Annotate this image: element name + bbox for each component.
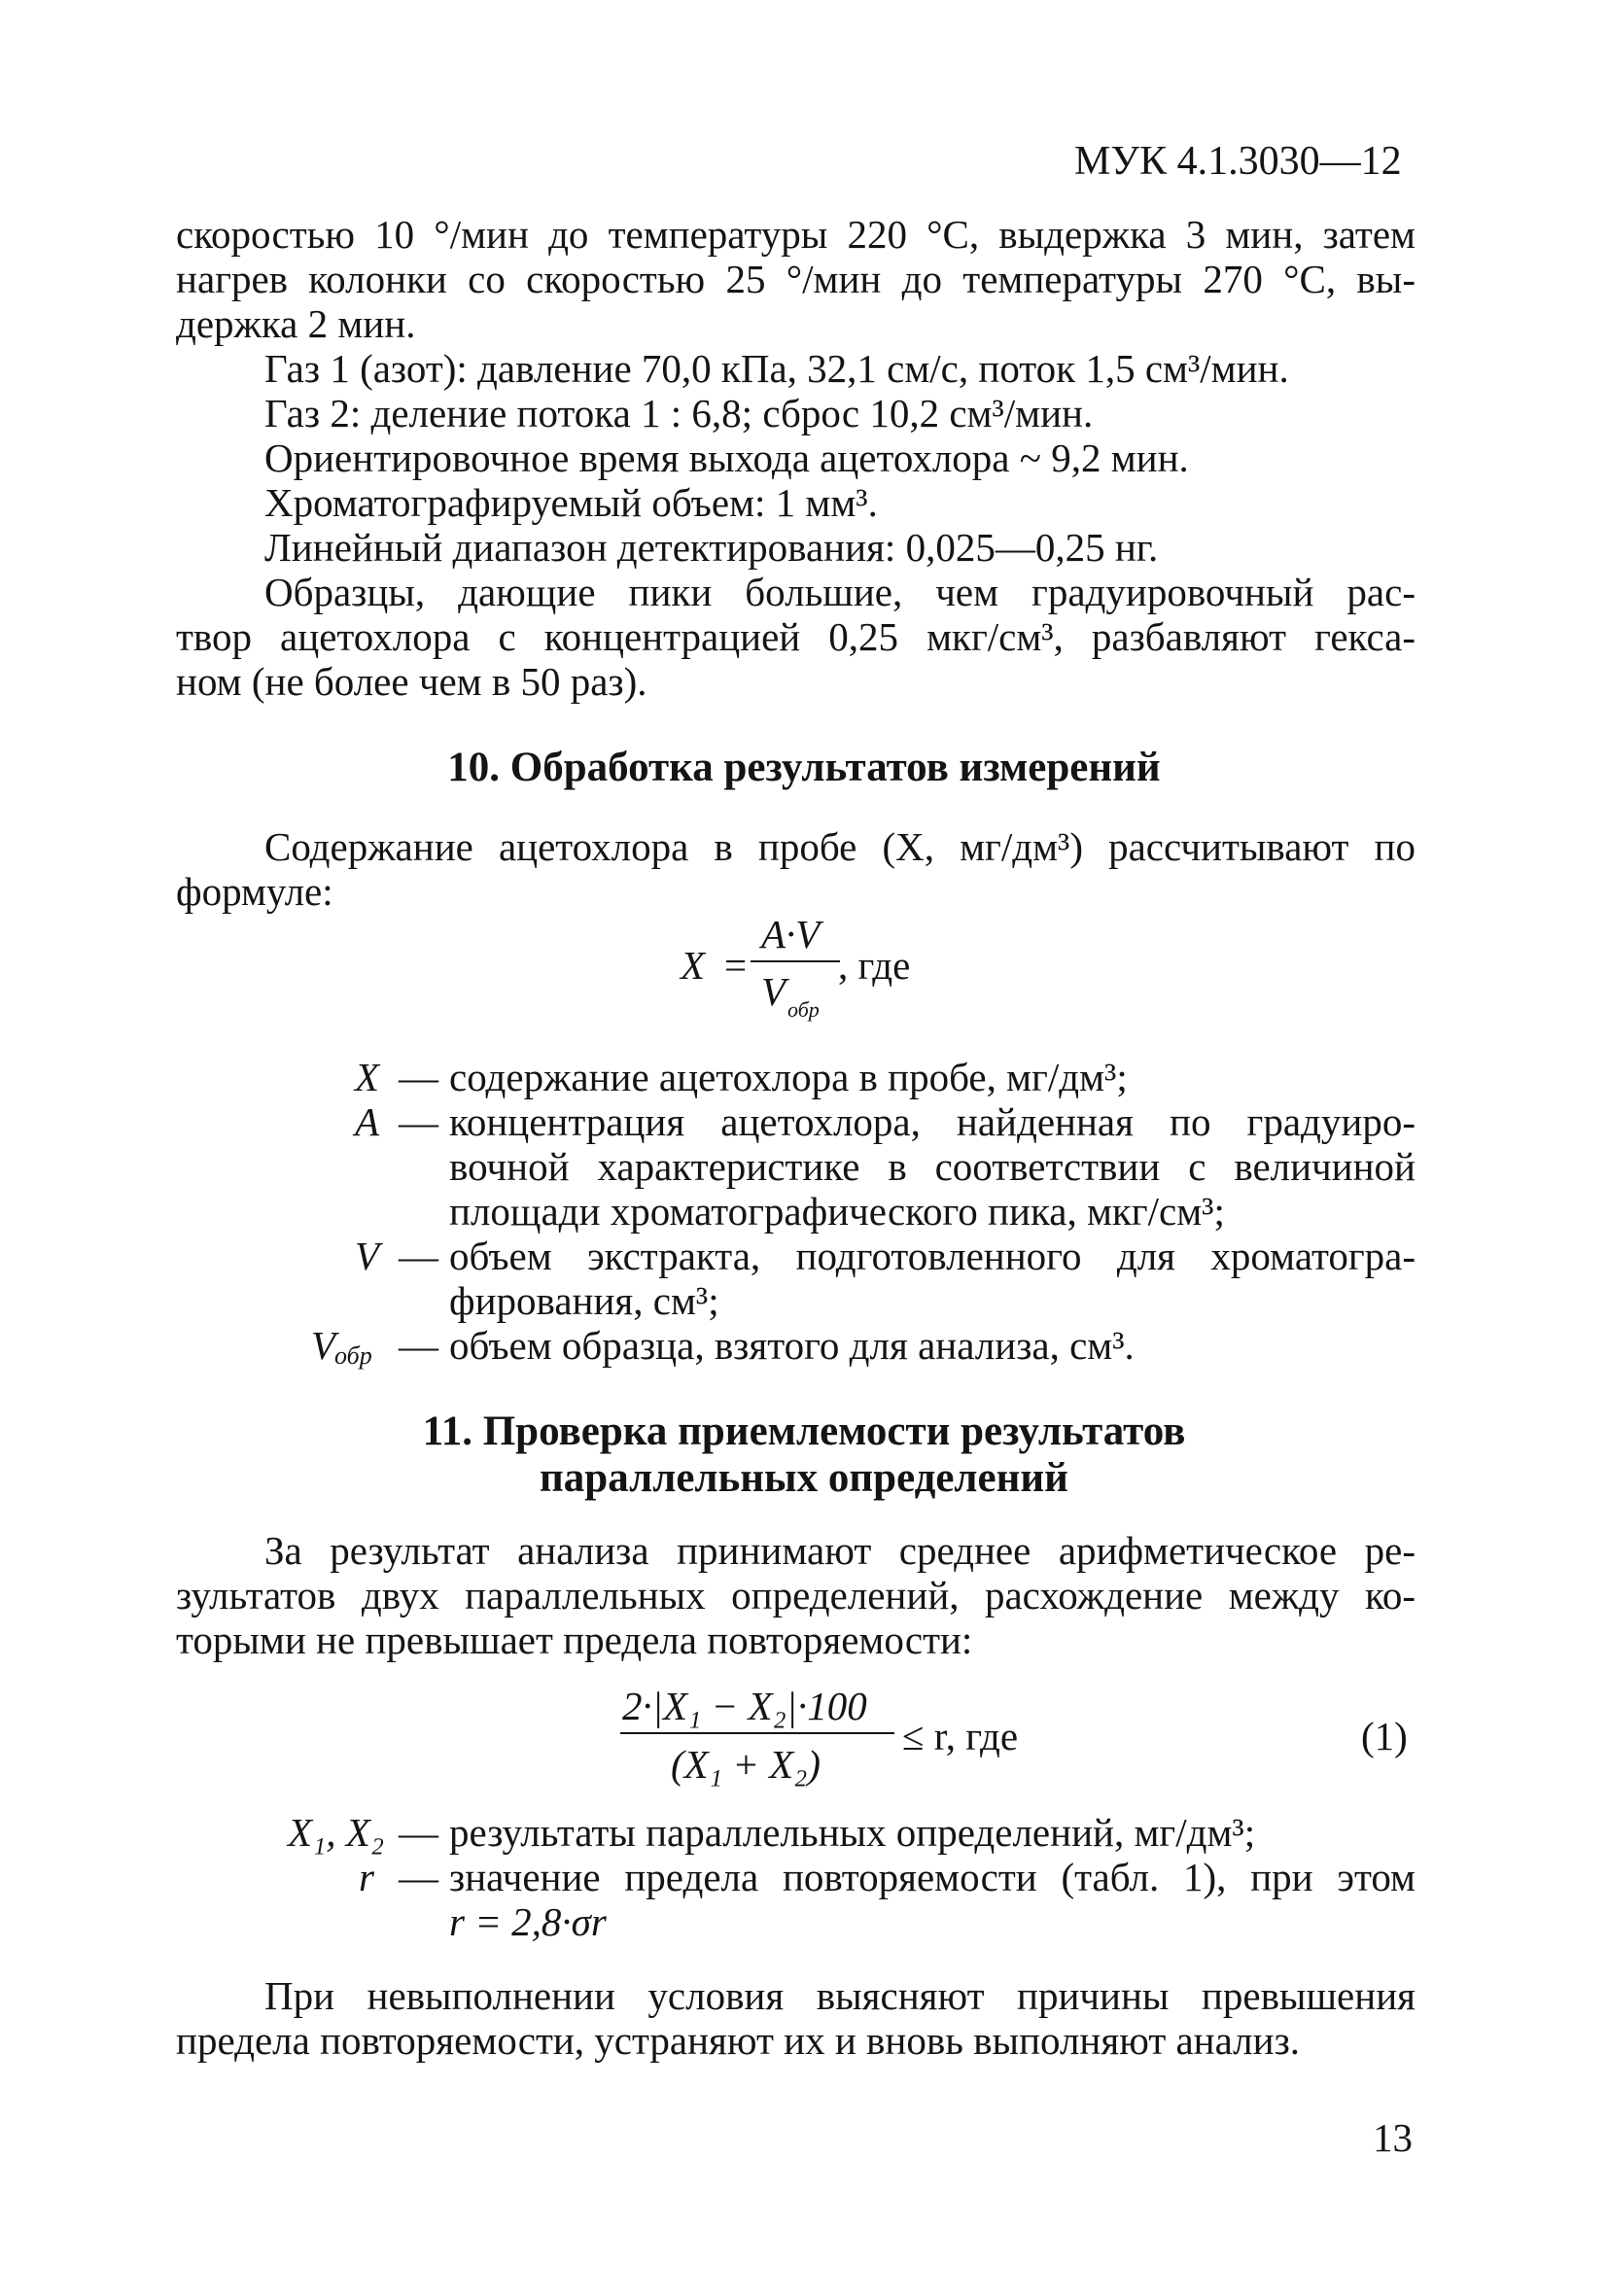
range-line: Линейный диапазон детектирования: 0,025—0,25 нг.: [264, 525, 1159, 570]
formula-x-denominator-sub: обр: [787, 997, 820, 1022]
samples-line-3: ном (не более чем в 50 раз).: [176, 659, 647, 704]
formula-x-suffix: , где: [838, 943, 911, 988]
def-a-text-1: концентрация ацетохлора, найденная по градуиро-: [449, 1099, 1416, 1144]
closing-line-2: предела повторяемости, устраняют их и вновь выполняют анализ.: [176, 2018, 1301, 2063]
def-a-text-3: площади хроматографического пика, мкг/см³;: [449, 1189, 1225, 1234]
samples-line-2: твор ацетохлора с концентрацией 0,25 мкг/см³, разбавляют гекса-: [176, 614, 1416, 659]
gas2-line: Газ 2: деление потока 1 : 6,8; сброс 10,2 см³/мин.: [264, 391, 1094, 435]
def-v-dash: —: [399, 1234, 438, 1278]
def-x-text: содержание ацетохлора в пробе, мг/дм³;: [449, 1055, 1128, 1099]
def-r-symbol: r: [359, 1855, 374, 1899]
intro-line-1: скоростью 10 °/мин до температуры 220 °С, выдержка 3 мин, затем: [176, 212, 1416, 257]
def-r-text-1: значение предела повторяемости (табл. 1), при этом: [449, 1855, 1416, 1899]
intro-line-2: нагрев колонки со скоростью 25 °/мин до температуры 270 °С, вы-: [176, 257, 1416, 301]
gas1-line: Газ 1 (азот): давление 70,0 кПа, 32,1 см/с, поток 1,5 см³/мин.: [264, 346, 1289, 391]
volume-line: Хроматографируемый объем: 1 мм³.: [264, 480, 878, 525]
samples-line-1: Образцы, дающие пики большие, чем градуировочный рас-: [264, 570, 1416, 614]
def-v-symbol: V: [355, 1234, 380, 1278]
def-a-symbol: A: [355, 1099, 380, 1144]
retention-time-line: Ориентировочное время выхода ацетохлора ~ 9,2 мин.: [264, 435, 1189, 480]
def-a-dash: —: [399, 1099, 438, 1144]
def-r-text-2: r = 2,8·σr: [449, 1899, 607, 1944]
def-vobr-subscript: обр: [334, 1341, 372, 1370]
page-number: 13: [1373, 2115, 1413, 2160]
section-10-title: 10. Обработка результатов измерений: [447, 745, 1161, 790]
formula-x-lhs: X: [681, 943, 706, 988]
formula-1-fraction-bar: [620, 1732, 894, 1734]
section-11-text-line-1: За результат анализа принимают среднее арифметическое ре-: [264, 1528, 1416, 1573]
formula-1-denominator: (X₁ + X₂): [671, 1742, 821, 1787]
def-x-dash: —: [399, 1055, 438, 1099]
section-11-title-line-2: параллельных определений: [540, 1455, 1068, 1501]
def-x1x2-text: результаты параллельных определений, мг/дм³;: [449, 1810, 1256, 1855]
formula-x-fraction-bar: [751, 960, 840, 962]
def-v-text-1: объем экстракта, подготовленного для хроматогра-: [449, 1234, 1416, 1278]
formula-1-numerator: 2·|X₁ − X₂|·100: [622, 1684, 867, 1728]
section-11-text-line-2: зультатов двух параллельных определений, расхождение между ко-: [176, 1573, 1416, 1618]
def-vobr-symbol: V: [311, 1323, 336, 1368]
section-11-title-line-1: 11. Проверка приемлемости результатов: [422, 1409, 1186, 1454]
def-vobr-dash: —: [399, 1323, 438, 1368]
intro-line-3: держка 2 мин.: [176, 301, 416, 346]
closing-line-1: При невыполнении условия выясняют причины превышения: [264, 1973, 1416, 2018]
def-a-text-2: вочной характеристике в соответствии с величиной: [449, 1144, 1416, 1189]
formula-1-rhs: ≤ r, где: [902, 1714, 1019, 1758]
formula-x-eq: =: [724, 943, 748, 988]
section-10-text-line-1: Содержание ацетохлора в пробе (X, мг/дм³) рассчитывают по: [264, 824, 1416, 869]
def-x1x2-symbol: X₁, X₂: [288, 1810, 385, 1855]
def-v-text-2: фирования, см³;: [449, 1278, 719, 1323]
formula-1-number: (1): [1361, 1714, 1408, 1758]
def-x1x2-dash: —: [399, 1810, 438, 1855]
document-code: МУК 4.1.3030—12: [1074, 139, 1402, 184]
def-r-dash: —: [399, 1855, 438, 1899]
formula-x-denominator: V: [761, 969, 787, 1014]
def-x-symbol: X: [355, 1055, 380, 1099]
def-vobr-text: объем образца, взятого для анализа, см³.: [449, 1323, 1135, 1368]
section-11-text-line-3: торыми не превышает предела повторяемости:: [176, 1618, 973, 1662]
formula-x-numerator: A·V: [761, 912, 821, 957]
section-10-text-line-2: формуле:: [176, 869, 333, 914]
